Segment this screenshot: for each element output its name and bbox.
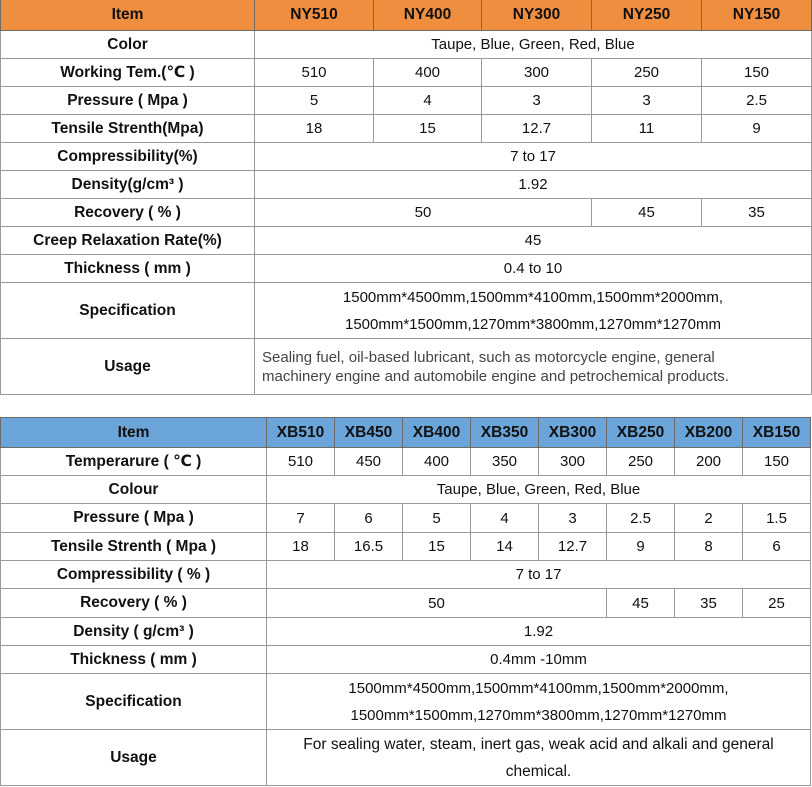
table-row	[1, 87, 812, 115]
row-label-pressure: Pressure ( Mpa )	[1, 87, 255, 115]
color-value: Taupe, Blue, Green, Red, Blue	[255, 31, 812, 59]
table-row	[1, 476, 811, 504]
cell: 350	[471, 448, 539, 476]
row-label-temperature: Temperarure ( ℃ )	[1, 448, 267, 476]
header-ny510: NY510	[255, 0, 374, 31]
table-row	[1, 143, 812, 171]
row-label-color: Color	[1, 31, 255, 59]
header-xb150: XB150	[743, 418, 811, 448]
cell: 45	[592, 199, 702, 227]
table-row	[1, 255, 812, 283]
cell: 15	[374, 115, 482, 143]
row-label-compressibility: Compressibility ( % )	[1, 561, 267, 589]
row-label-recovery: Recovery ( % )	[1, 199, 255, 227]
usage-value	[267, 730, 811, 786]
cell: 5	[403, 504, 471, 533]
row-label-tensile: Tensile Strenth(Mpa)	[1, 115, 255, 143]
cell: 45	[607, 589, 675, 618]
usage-line: machinery engine and automobile engine and petrochemical products.	[262, 367, 729, 385]
compressibility-value: 7 to 17	[255, 143, 812, 171]
table-row	[1, 115, 812, 143]
cell: 50	[255, 199, 592, 227]
spec-line: 1500mm*1500mm,1270mm*3800mm,1270mm*1270mm	[350, 706, 727, 724]
xb-spec-table	[0, 417, 811, 786]
row-label-working-temp: Working Tem.(℃ )	[1, 59, 255, 87]
header-item: Item	[1, 418, 267, 448]
header-ny400: NY400	[374, 0, 482, 31]
table-row	[1, 674, 811, 730]
header-ny250: NY250	[592, 0, 702, 31]
table-row	[1, 283, 812, 339]
table-row	[1, 448, 811, 476]
table-header-row	[1, 418, 811, 448]
cell: 150	[743, 448, 811, 476]
usage-line: chemical.	[505, 762, 572, 780]
table-row	[1, 533, 811, 561]
header-xb400: XB400	[403, 418, 471, 448]
row-label-usage: Usage	[1, 339, 255, 395]
table-row	[1, 199, 812, 227]
creep-value: 45	[255, 227, 812, 255]
row-label-tensile: Tensile Strenth ( Mpa )	[1, 533, 267, 561]
row-label-specification: Specification	[1, 674, 267, 730]
cell: 4	[471, 504, 539, 533]
cell: 12.7	[482, 115, 592, 143]
cell: 2.5	[702, 87, 812, 115]
header-xb450: XB450	[335, 418, 403, 448]
table-header-row	[1, 0, 812, 31]
cell: 7	[267, 504, 335, 533]
cell: 510	[267, 448, 335, 476]
table-row	[1, 589, 811, 618]
row-label-recovery: Recovery ( % )	[1, 589, 267, 618]
spec-line: 1500mm*1500mm,1270mm*3800mm,1270mm*1270mm	[344, 315, 721, 333]
spec-line: 1500mm*4500mm,1500mm*4100mm,1500mm*2000mm,	[342, 288, 724, 306]
cell: 400	[403, 448, 471, 476]
cell: 16.5	[335, 533, 403, 561]
cell: 3	[539, 504, 607, 533]
usage-line: For sealing water, steam, inert gas, weak acid and alkali and general	[303, 735, 774, 753]
density-value: 1.92	[267, 618, 811, 646]
cell: 1.5	[743, 504, 811, 533]
compressibility-value: 7 to 17	[267, 561, 811, 589]
specification-value	[267, 674, 811, 730]
usage-value	[255, 339, 812, 395]
cell: 300	[482, 59, 592, 87]
usage-line: Sealing fuel, oil-based lubricant, such as motorcycle engine, general	[262, 348, 715, 366]
cell: 9	[702, 115, 812, 143]
row-label-colour: Colour	[1, 476, 267, 504]
header-xb250: XB250	[607, 418, 675, 448]
cell: 6	[335, 504, 403, 533]
thickness-value: 0.4mm -10mm	[267, 646, 811, 674]
cell: 35	[675, 589, 743, 618]
cell: 250	[607, 448, 675, 476]
cell: 2	[675, 504, 743, 533]
row-label-specification: Specification	[1, 283, 255, 339]
colour-value: Taupe, Blue, Green, Red, Blue	[267, 476, 811, 504]
table-row	[1, 59, 812, 87]
table-row	[1, 730, 811, 786]
specification-value	[255, 283, 812, 339]
row-label-density: Density(g/cm³ )	[1, 171, 255, 199]
row-label-thickness: Thickness ( mm )	[1, 255, 255, 283]
cell: 50	[267, 589, 607, 618]
cell: 4	[374, 87, 482, 115]
row-label-compressibility: Compressibility(%)	[1, 143, 255, 171]
cell: 250	[592, 59, 702, 87]
cell: 6	[743, 533, 811, 561]
table-row	[1, 31, 812, 59]
cell: 12.7	[539, 533, 607, 561]
table-row	[1, 561, 811, 589]
row-label-pressure: Pressure ( Mpa )	[1, 504, 267, 533]
table-row	[1, 646, 811, 674]
table-row	[1, 504, 811, 533]
header-xb300: XB300	[539, 418, 607, 448]
table-row	[1, 618, 811, 646]
row-label-creep: Creep Relaxation Rate(%)	[1, 227, 255, 255]
cell: 9	[607, 533, 675, 561]
cell: 2.5	[607, 504, 675, 533]
table-row	[1, 227, 812, 255]
row-label-density: Density ( g/cm³ )	[1, 618, 267, 646]
cell: 5	[255, 87, 374, 115]
density-value: 1.92	[255, 171, 812, 199]
header-xb200: XB200	[675, 418, 743, 448]
cell: 450	[335, 448, 403, 476]
cell: 3	[592, 87, 702, 115]
spec-line: 1500mm*4500mm,1500mm*4100mm,1500mm*2000mm,	[348, 679, 729, 697]
cell: 510	[255, 59, 374, 87]
cell: 11	[592, 115, 702, 143]
cell: 8	[675, 533, 743, 561]
row-label-usage: Usage	[1, 730, 267, 786]
cell: 18	[267, 533, 335, 561]
cell: 150	[702, 59, 812, 87]
thickness-value: 0.4 to 10	[255, 255, 812, 283]
cell: 14	[471, 533, 539, 561]
row-label-thickness: Thickness ( mm )	[1, 646, 267, 674]
table-row	[1, 171, 812, 199]
header-xb510: XB510	[267, 418, 335, 448]
header-ny300: NY300	[482, 0, 592, 31]
cell: 400	[374, 59, 482, 87]
header-item: Item	[1, 0, 255, 31]
cell: 15	[403, 533, 471, 561]
cell: 3	[482, 87, 592, 115]
cell: 25	[743, 589, 811, 618]
cell: 300	[539, 448, 607, 476]
header-xb350: XB350	[471, 418, 539, 448]
cell: 200	[675, 448, 743, 476]
table-row	[1, 339, 812, 395]
cell: 18	[255, 115, 374, 143]
header-ny150: NY150	[702, 0, 812, 31]
cell: 35	[702, 199, 812, 227]
